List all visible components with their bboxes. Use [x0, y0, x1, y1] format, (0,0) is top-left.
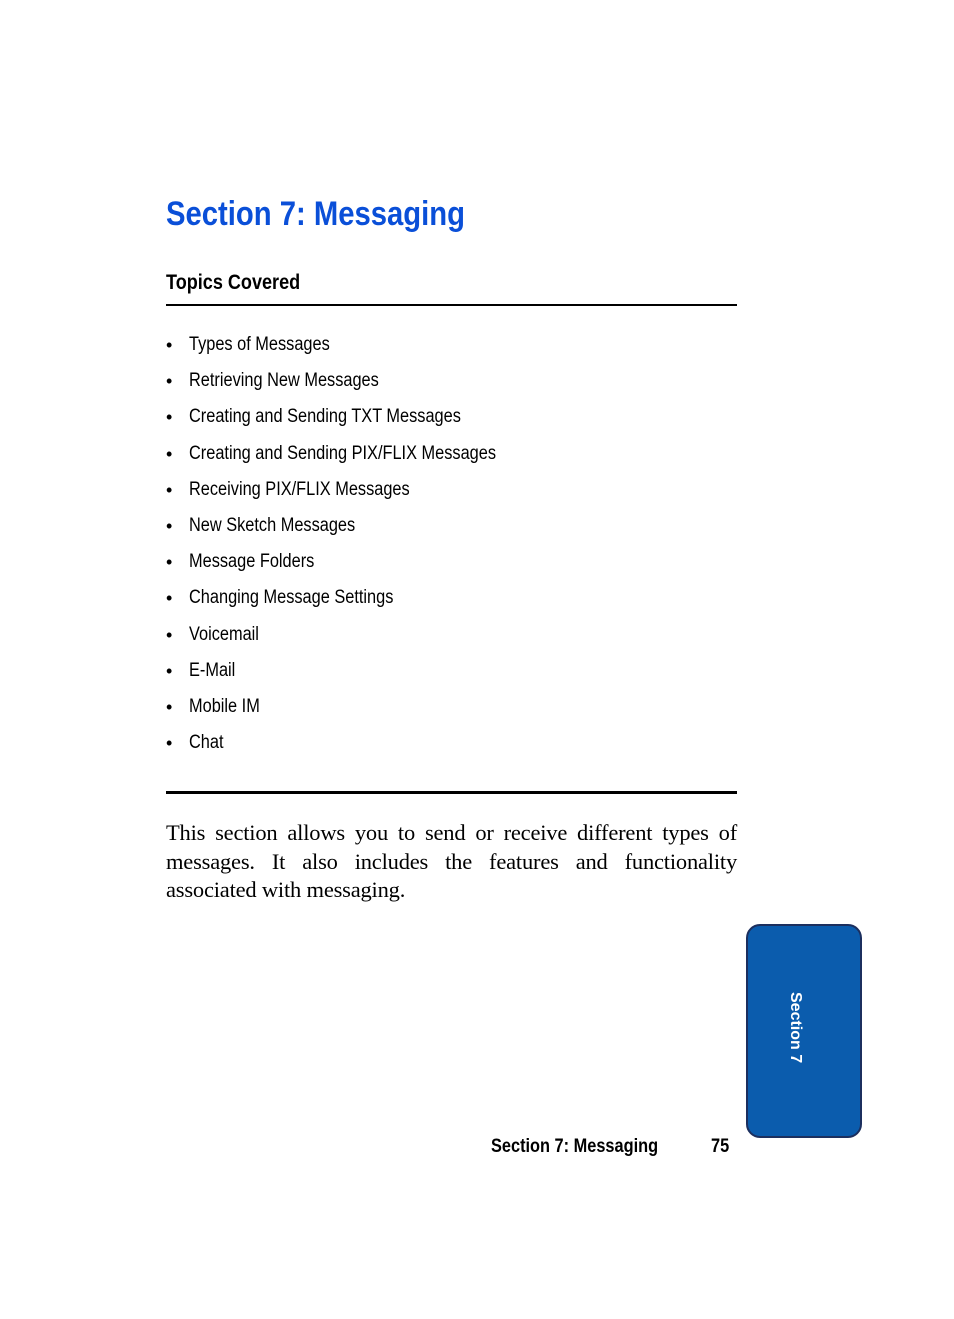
- topic-label: Chat: [189, 732, 224, 754]
- bullet-icon: •: [166, 624, 173, 645]
- topic-label: Creating and Sending PIX/FLIX Messages: [189, 442, 497, 464]
- bullet-icon: •: [166, 371, 173, 392]
- bullet-icon: •: [166, 443, 173, 464]
- topic-label: Voicemail: [189, 623, 259, 645]
- topic-label: Receiving PIX/FLIX Messages: [189, 478, 410, 500]
- topic-label: Retrieving New Messages: [189, 370, 379, 392]
- topics-bottom-divider: [166, 791, 737, 794]
- topics-top-divider: [166, 304, 737, 306]
- topic-label: Mobile IM: [189, 695, 260, 717]
- bullet-icon: •: [166, 335, 173, 355]
- topic-label: Types of Messages: [189, 334, 330, 355]
- topic-label: E-Mail: [189, 659, 236, 681]
- topic-label: Message Folders: [189, 551, 315, 573]
- bullet-icon: •: [166, 733, 173, 754]
- bullet-icon: •: [166, 515, 173, 536]
- page-number: 75: [711, 1136, 730, 1157]
- bullet-icon: •: [166, 552, 173, 573]
- bullet-icon: •: [166, 407, 173, 428]
- page-title: Section 7: Messaging: [166, 195, 465, 233]
- topic-label: New Sketch Messages: [189, 514, 356, 536]
- bullet-icon: •: [166, 696, 173, 717]
- topic-label: Creating and Sending TXT Messages: [189, 406, 461, 428]
- intro-paragraph: This section allows you to send or receive different types of messages. It also includes the features and functionality associated with messaging.: [166, 820, 737, 902]
- section-side-tab: [746, 924, 862, 1138]
- side-tab-label: Section 7: [787, 992, 804, 1064]
- bullet-icon: •: [166, 660, 173, 681]
- footer-section-title: Section 7: Messaging: [491, 1136, 659, 1157]
- topic-label: Changing Message Settings: [189, 587, 394, 609]
- bullet-icon: •: [166, 588, 173, 609]
- bullet-icon: •: [166, 479, 173, 500]
- topics-heading: Topics Covered: [166, 271, 301, 294]
